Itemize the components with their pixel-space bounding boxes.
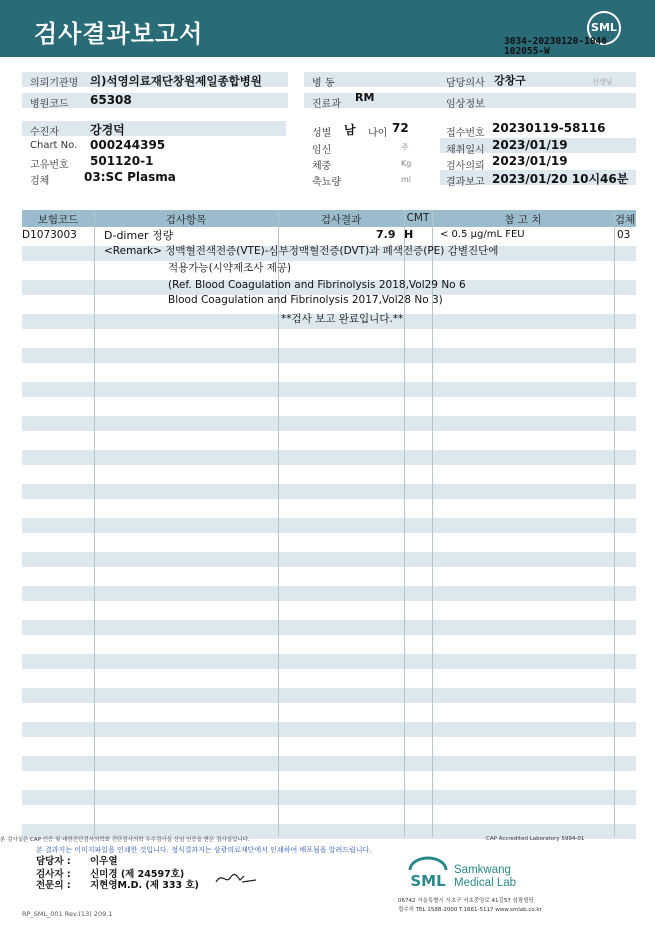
company-name: Samkwang Medical Lab <box>454 864 517 889</box>
chart-label: Chart No. <box>30 140 78 151</box>
table-stripe <box>22 552 636 567</box>
sex-label: 성별 <box>312 128 332 139</box>
pregnancy-label: 임신 <box>312 145 332 156</box>
col-header-reference: 참 고 치 <box>504 214 542 226</box>
col-header-specimen: 검체 <box>614 214 636 226</box>
row-reference: < 0.5 μg/mL FEU <box>440 229 525 240</box>
hospital-name: 의)석영의료재단창원제일종합병원 <box>90 74 262 88</box>
specimen-label: 검체 <box>30 176 50 187</box>
column-divider <box>614 210 615 837</box>
hospital-label: 의뢰기관명 <box>30 78 79 89</box>
col-header-cmt: CMT <box>406 212 430 224</box>
sml-logo-icon: SML <box>587 11 621 45</box>
table-stripe <box>22 450 636 465</box>
table-stripe <box>22 722 636 737</box>
page-title: 검사결과보고서 <box>34 20 204 48</box>
row-cmt: H <box>404 228 414 241</box>
table-stripe <box>22 654 636 669</box>
report-label: 결과보고 <box>446 177 485 188</box>
pregnancy-unit: 주 <box>401 143 409 152</box>
doctor-suffix: 선생님 <box>592 78 613 86</box>
col-header-result: 검사결과 <box>320 214 362 226</box>
table-stripe <box>22 586 636 601</box>
receipt-number: 20230119-58116 <box>492 121 606 135</box>
remark-line: **검사 보고 완료입니다.** <box>281 313 404 325</box>
unique-number: 501120-1 <box>90 154 154 168</box>
ward-label: 병 동 <box>312 78 335 89</box>
table-stripe <box>22 382 636 397</box>
collect-label: 채취일시 <box>446 145 485 156</box>
row-result: 7.9 <box>376 228 396 241</box>
dept-label: 진료과 <box>312 99 341 110</box>
request-label: 검사의뢰 <box>446 161 485 172</box>
staff-name: 이우열 <box>90 856 118 867</box>
table-stripe <box>22 756 636 771</box>
specimen-value: 03:SC Plasma <box>84 170 176 184</box>
row-code: D1073003 <box>22 229 77 241</box>
patient-name: 강경덕 <box>90 123 125 137</box>
hospital-code-label: 병원코드 <box>30 99 69 110</box>
row-item: D-dimer 정량 <box>104 229 174 242</box>
document-number: 3034-20230120-1046 102055-W <box>504 36 607 57</box>
column-divider <box>94 210 95 837</box>
age-label: 나이 <box>368 128 388 139</box>
info-bar <box>22 121 286 136</box>
receipt-label: 접수번호 <box>446 128 485 139</box>
collect-date: 2023/01/19 <box>492 138 568 152</box>
remark-line: (Ref. Blood Coagulation and Fibrinolysis 2018,Vol29 No 6 <box>168 279 466 291</box>
col-header-code: 보험코드 <box>37 214 79 226</box>
table-stripe <box>22 484 636 499</box>
remark-line: 적용가능(시약제조사 제공) <box>168 262 292 274</box>
staff-label: 담당자 : <box>36 856 71 867</box>
remark-line: <Remark> 정맥혈전색전증(VTE)-심부정맥혈전증(DVT)과 폐색전증(PE) 감별진단에 <box>104 245 499 257</box>
svg-text:SML: SML <box>410 872 446 890</box>
doctor-name: 강창구 <box>494 74 526 87</box>
hospital-code: 65308 <box>90 93 132 107</box>
form-number: RP_SML_001 Rev.(13) 209.1 <box>22 910 113 918</box>
dept-value: RM <box>355 91 375 104</box>
certification-note: 본 검사실은 CAP 인증 및 대한진단검사의학회 진단검사의학 우수검사실 신임 인증을 받은 검사실입니다. <box>0 837 250 843</box>
table-stripe <box>22 518 636 533</box>
age-value: 72 <box>392 121 409 135</box>
urine-label: 축뇨량 <box>312 177 341 188</box>
doctor-label: 담당의사 <box>446 78 485 89</box>
unique-label: 고유번호 <box>30 160 69 171</box>
clinical-label: 임상정보 <box>446 99 485 110</box>
table-stripe <box>22 620 636 635</box>
urine-unit: ml <box>401 175 412 184</box>
expert-name: 지현영M.D. (제 333 호) <box>90 880 199 891</box>
address-line: 06742 서울특별시 서초구 서초중앙로 41길57 삼광빌딩 <box>398 898 534 904</box>
expert-label: 전문의 : <box>36 880 71 891</box>
table-stripe <box>22 416 636 431</box>
request-date: 2023/01/19 <box>492 154 568 168</box>
table-stripe <box>22 348 636 363</box>
tester-name: 신미경 (제 24597호) <box>90 869 185 880</box>
report-date: 2023/01/20 10시46분 <box>492 172 629 186</box>
chart-number: 000244395 <box>90 138 166 152</box>
patient-label: 수진자 <box>30 127 59 138</box>
remark-line: Blood Coagulation and Fibrinolysis 2017,Vol28 No 3) <box>168 294 443 306</box>
row-specimen: 03 <box>617 229 631 241</box>
table-stripe <box>22 688 636 703</box>
weight-label: 체중 <box>312 161 332 172</box>
cap-accreditation: CAP Accredited Laboratory 5994-01 <box>486 836 585 842</box>
col-header-item: 검사항목 <box>165 214 207 226</box>
signature-icon <box>214 870 258 886</box>
sex-value: 남 <box>344 123 356 137</box>
weight-unit: Kg <box>401 159 412 168</box>
contact-line: 접수처 TEL 1588-2000 T.1661-5117 www.smlab.co.kr <box>398 907 542 913</box>
tester-label: 검사자 : <box>36 869 71 880</box>
sml-brand-logo-icon <box>406 856 450 890</box>
table-stripe <box>22 790 636 805</box>
notice-text: 본 결과지는 이미지파일을 인쇄한 것입니다. 정식결과지는 삼광의료재단에서 인쇄하여 배포됨을 알려드립니다. <box>36 846 372 854</box>
